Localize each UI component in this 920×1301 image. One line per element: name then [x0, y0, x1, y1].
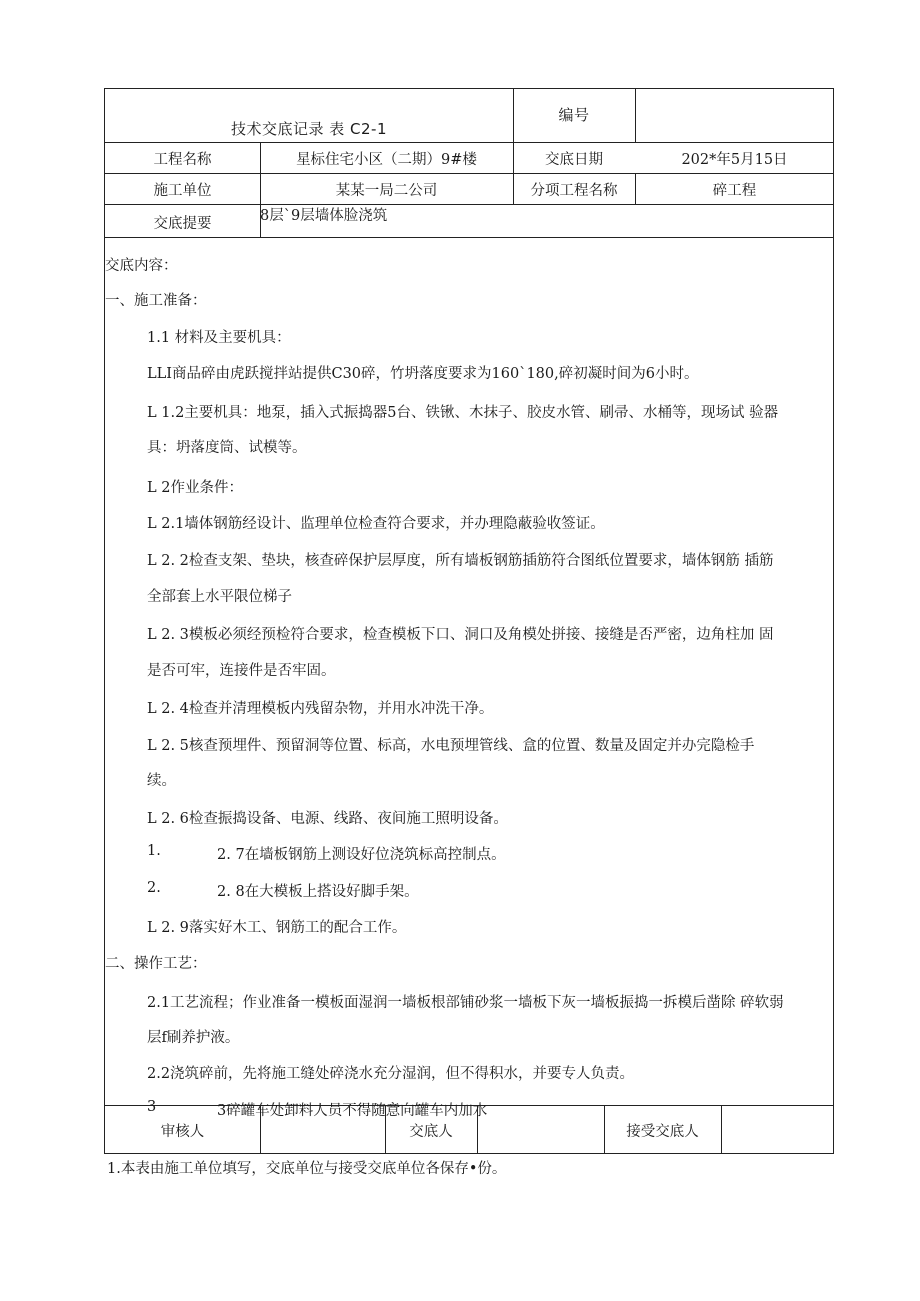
discloser-signature[interactable]: [477, 1106, 604, 1154]
reviewer-label: 审核人: [160, 1123, 205, 1140]
content-line: 层f刷养护液。: [147, 1030, 240, 1046]
content-line: 续。: [147, 773, 176, 789]
form-title: 技术交底记录 表 C2-1: [230, 119, 387, 138]
content-line: 3碎罐车处卸料人员不得随意向罐车内加水: [217, 1103, 488, 1119]
content-line: L 2. 5核查预埋件、预留洞等位置、标高，水电预埋管线、盒的位置、数量及固定并办完隐检手: [147, 738, 755, 754]
content-line: 2. 7在墙板钢筋上测设好位浇筑标高控制点。: [217, 847, 506, 863]
summary-value: 8层`9层墙体脸浇筑: [260, 207, 388, 224]
content-line: L 2. 9落实好木工、钢筋工的配合工作。: [147, 920, 407, 936]
discloser-label: 交底人: [409, 1123, 453, 1140]
content-line: L 2.1墙体钢筋经设计、监理单位检查符合要求，并办理隐蔽验收签证。: [147, 516, 605, 532]
content-line: L 2作业条件：: [147, 480, 243, 496]
disclosure-content: [105, 239, 833, 1124]
number-label: 编号: [558, 105, 590, 124]
content-line: 一、施工准备：: [105, 293, 207, 309]
content-line: 1.: [147, 843, 161, 859]
summary-label: 交底提要: [153, 215, 212, 232]
content-line: L 2. 4检查并清理模板内残留杂物，并用水冲洗干净。: [147, 701, 494, 717]
content-line: 2. 8在大模板上搭设好脚手架。: [217, 884, 419, 900]
content-line: 具：坍落度筒、试模等。: [147, 440, 307, 456]
date-label: 交底日期: [545, 151, 603, 168]
receiver-signature[interactable]: [721, 1106, 834, 1154]
content-line: L 1.2主要机具：地泵，插入式振捣器5台、铁锹、木抹子、胶皮水管、刷帚、水桶等，现场试 验器: [147, 405, 779, 421]
date-value: 202*年5月15日: [681, 151, 788, 168]
sub-project-label: 分项工程名称: [530, 182, 618, 199]
content-line: L 2. 2检查支架、垫块，核查碎保护层厚度，所有墙板钢筋插筋符合图纸位置要求，墙体钢筋 插筋: [147, 553, 774, 569]
sub-project-value: 碎工程: [712, 182, 757, 199]
reviewer-signature[interactable]: [260, 1106, 385, 1154]
content-line: 全部套上水平限位梯子: [147, 589, 292, 605]
content-line: L 2. 6检查振捣设备、电源、线路、夜间施工照明设备。: [147, 811, 508, 827]
content-line: 3: [147, 1099, 157, 1115]
content-line: 1.1 材料及主要机具：: [147, 330, 291, 346]
content-line: 是否可牢，连接件是否牢固。: [147, 663, 336, 679]
row-divider: [105, 237, 833, 238]
disclosure-record-form: [104, 88, 834, 1154]
content-line: 交底内容：: [105, 258, 178, 274]
content-line: 二、操作工艺：: [105, 956, 207, 972]
row-divider: [105, 204, 833, 205]
number-value: [635, 89, 834, 142]
unit-value: 某某一局二公司: [335, 182, 438, 199]
form-footnote: 1.本表由施工单位填写，交底单位与接受交底单位各保存•份。: [107, 1161, 507, 1177]
content-line: 2.2浇筑碎前，先将施工缝处碎浇水充分湿润，但不得积水，并要专人负责。: [147, 1066, 635, 1082]
receiver-label: 接受交底人: [626, 1123, 699, 1140]
content-line: 2.: [147, 880, 161, 896]
content-line: 2.1工艺流程；作业准备一模板面湿润一墙板根部铺砂浆一墙板下灰一墙板振捣一拆模后凿除 碎软弱: [147, 995, 784, 1011]
content-line: L 2. 3模板必须经预检符合要求，检查模板下口、洞口及角模处拼接、接缝是否严密，边角柱加 固: [147, 627, 774, 643]
content-line: LLI商品碎由虎跃搅拌站提供C30碎，竹坍落度要求为160`180,碎初凝时间为6小时。: [147, 366, 699, 382]
project-name-value: 星标住宅小区（二期）9#楼: [296, 151, 477, 168]
project-name-label: 工程名称: [153, 151, 212, 168]
unit-label: 施工单位: [153, 182, 212, 199]
